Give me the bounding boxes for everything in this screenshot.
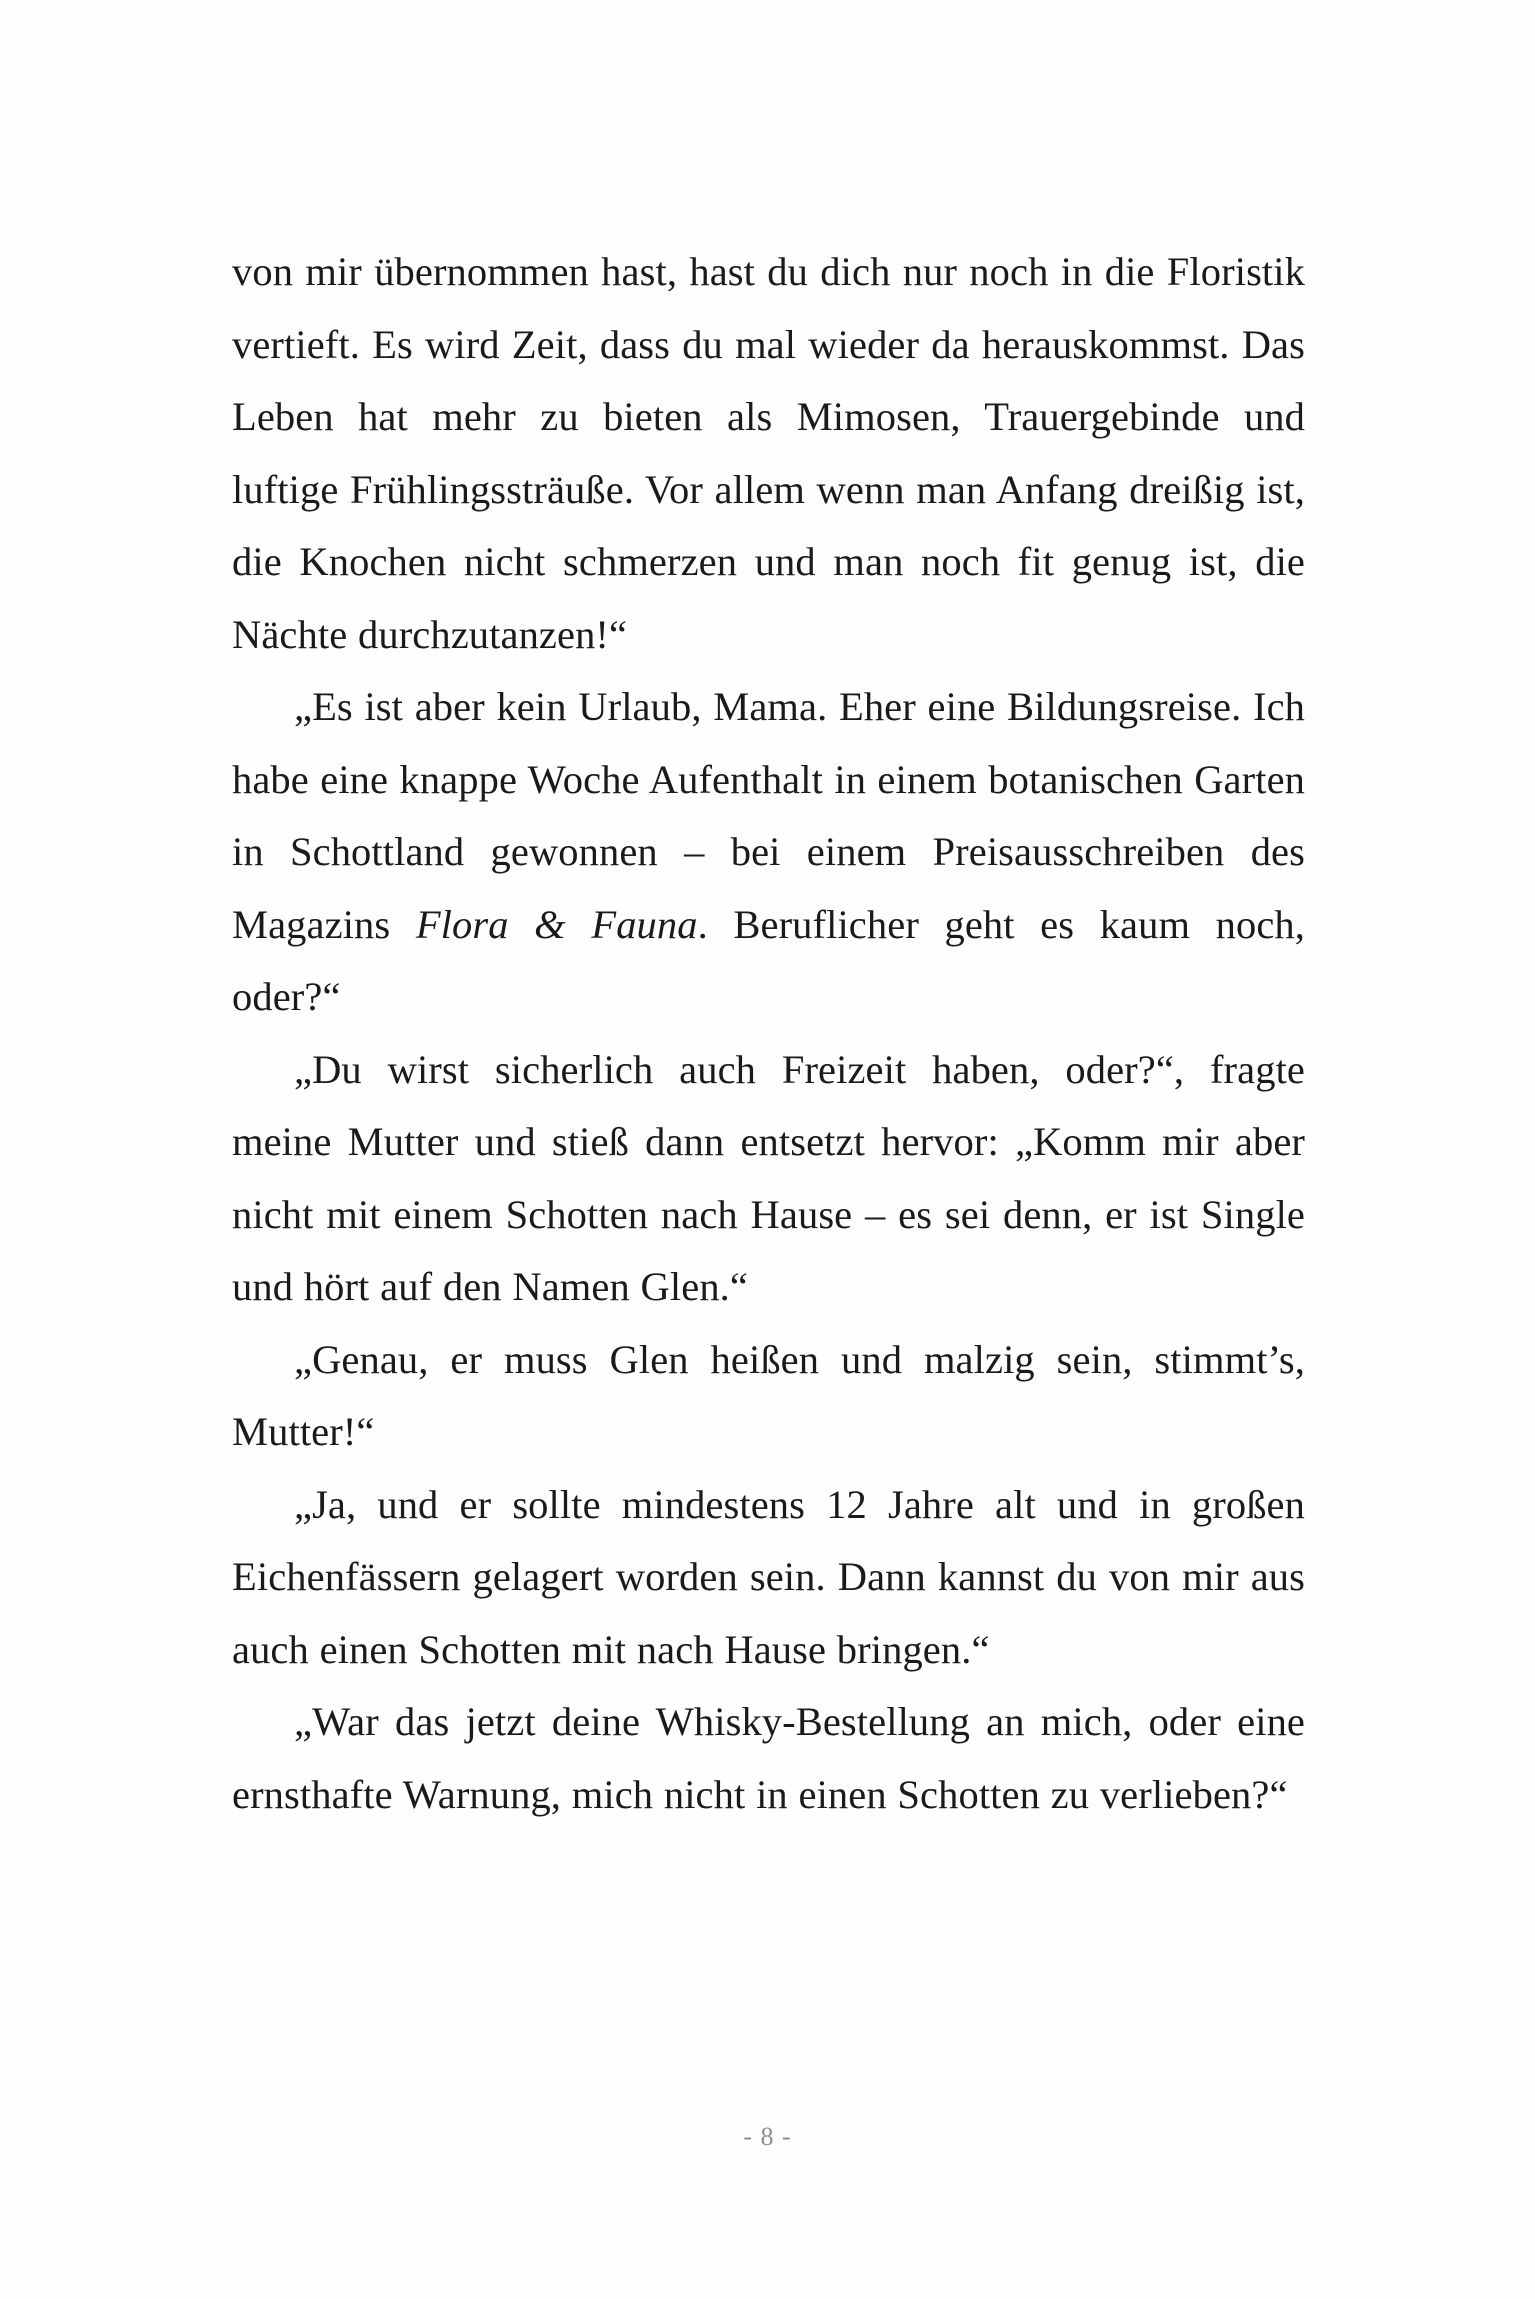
paragraph-1: von mir übernommen hast, hast du dich nur noch in die Floristik vertieft. Es wird Zeit, dass du mal wieder da herauskommst. Das Leben hat mehr zu bieten als Mimosen, Trauergebinde und luftige Frühlingssträuße. Vor allem wenn man Anfang dreißig ist, die Knochen nicht schmerzen und man noch fit genug ist, die Nächte durchzutanzen!“ (232, 249, 1305, 657)
page-text-block (232, 236, 1305, 1831)
paragraph-6: „War das jetzt deine Whisky-Bestellung an mich, oder eine ernsthafte Warnung, mich nicht in einen Schotten zu verlieben?“ (232, 1699, 1305, 1817)
paragraph-3: „Du wirst sicherlich auch Freizeit haben, oder?“, fragte meine Mutter und stieß dann entsetzt hervor: „Komm mir aber nicht mit einem Schotten nach Hause – es sei denn, er ist Single und hört auf den Namen Glen.“ (232, 1046, 1305, 1309)
page-number: - 8 - (743, 2122, 792, 2151)
paragraph-2 (232, 671, 1305, 1034)
magazine-title-italic: Flora & Fauna (415, 901, 698, 947)
paragraph-2-text-after-italic: . Beruflicher geht es kaum noch, oder?“ (232, 901, 1306, 1019)
paragraph-2-text-before-italic: „Es ist aber kein Urlaub, Mama. Eher eine Bildungsreise. Ich habe eine knappe Woche Aufenthalt in einem botanischen Garten in Schottland gewonnen – bei einem Preisausschreiben des Magazins (232, 684, 1305, 947)
paragraph-4: „Genau, er muss Glen heißen und malzig sein, stimmt’s, Mutter!“ (232, 1336, 1305, 1454)
paragraph-5: „Ja, und er sollte mindestens 12 Jahre alt und in großen Eichenfässern gelagert worden sein. Dann kannst du von mir aus auch einen Schotten mit nach Hause bringen.“ (232, 1481, 1305, 1672)
